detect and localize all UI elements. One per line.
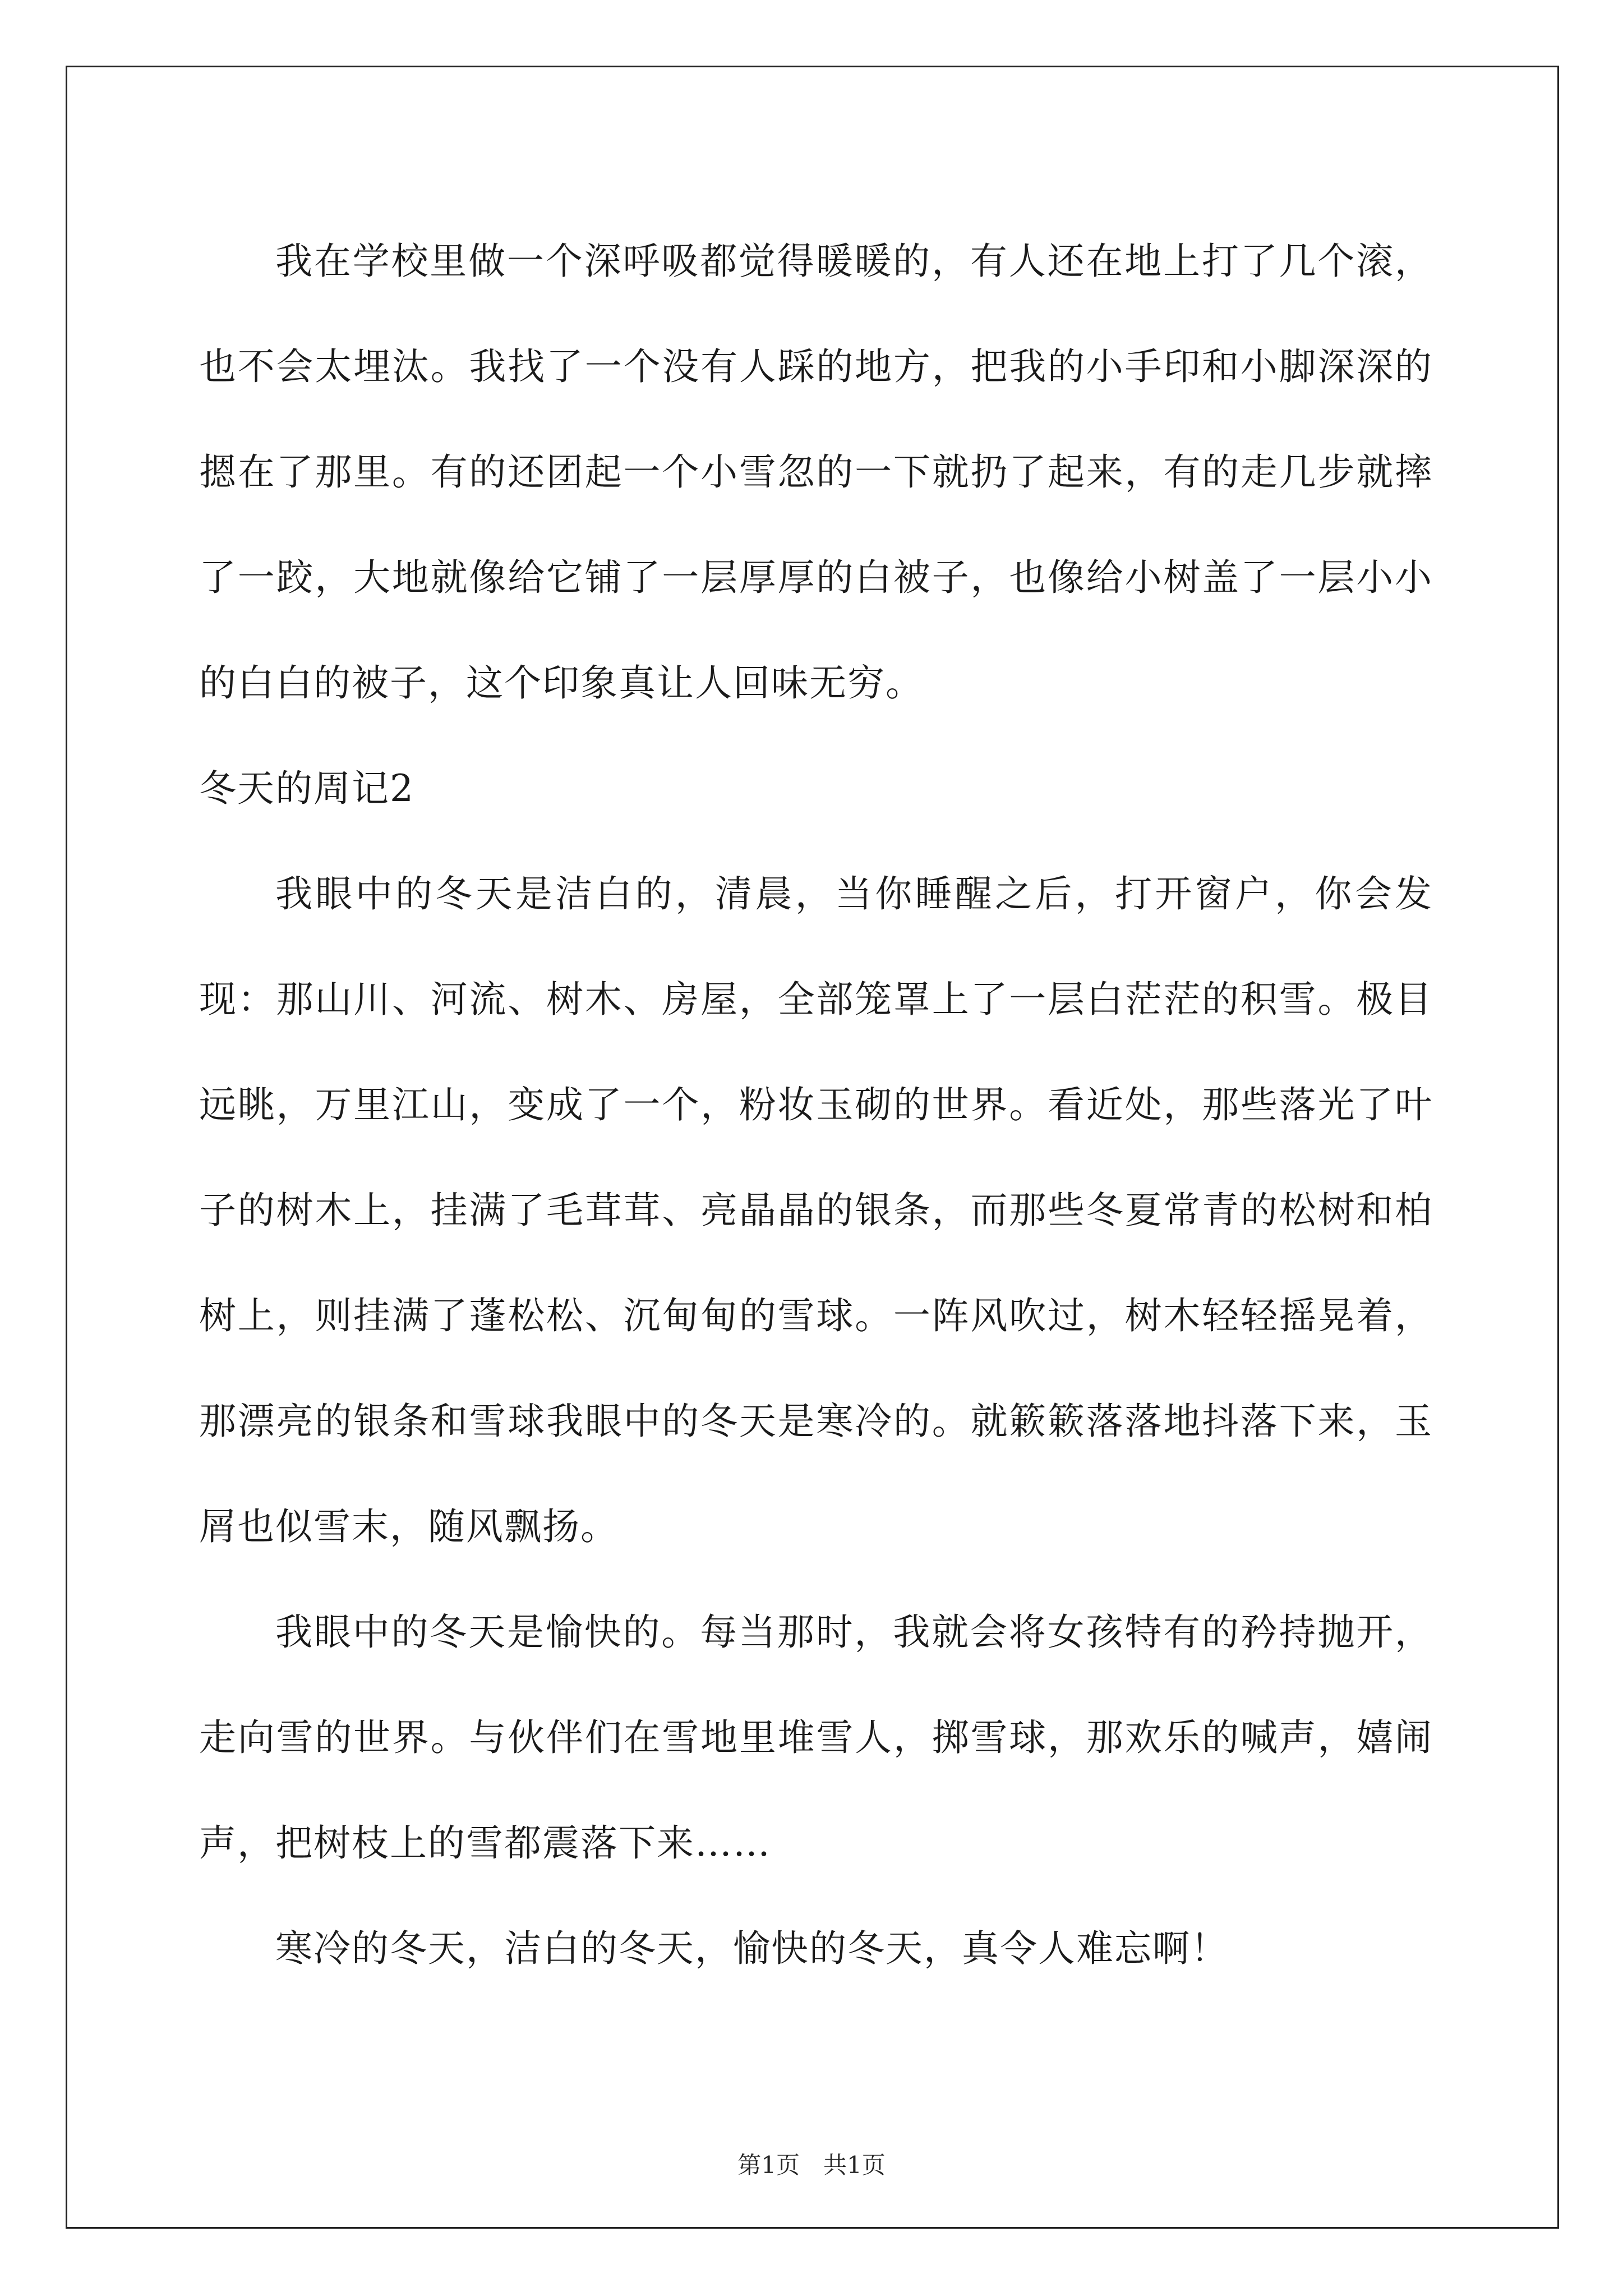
paragraph-2: 我眼中的冬天是洁白的，清晨，当你睡醒之后，打开窗户，你会发现：那山川、河流、树木、房屋，全部笼罩上了一层白茫茫的积雪。极目远眺，万里江山，变成了一个，粉妆玉砌的世界。看近处，那些落光了叶子的树木上，挂满了毛茸茸、亮晶晶的银条，而那些冬夏常青的松树和柏树上，则挂满了蓬松松、沉甸甸的雪球。一阵风吹过，树木轻轻摇晃着，那漂亮的银条和雪球我眼中的冬天是寒冷的。就簌簌落落地抖落下来，玉屑也似雪末，随风飘扬。 [199, 872, 1433, 1548]
document-body [199, 209, 1433, 2001]
paragraph-4: 寒冷的冬天，洁白的冬天，愉快的冬天，真令人难忘啊！ [275, 1927, 1229, 1970]
paragraph-3: 我眼中的冬天是愉快的。每当那时，我就会将女孩特有的矜持抛开，走向雪的世界。与伙伴们在雪地里堆雪人，掷雪球，那欢乐的喊声，嬉闹声，把树枝上的雪都震落下来…… [199, 1611, 1433, 1865]
paragraph-1: 我在学校里做一个深呼吸都觉得暖暖的，有人还在地上打了几个滚，也不会太埋汰。我找了一个没有人踩的地方，把我的小手印和小脚深深的摁在了那里。有的还团起一个小雪忽的一下就扔了起来，有的走几步就摔了一跤，大地就像给它铺了一层厚厚的白被子，也像给小树盖了一层小小的白白的被子，这个印象真让人回味无穷。 [199, 240, 1433, 705]
page-number-footer: 第1页 共1页 [737, 2151, 886, 2179]
section-heading: 冬天的周记2 [199, 767, 414, 810]
